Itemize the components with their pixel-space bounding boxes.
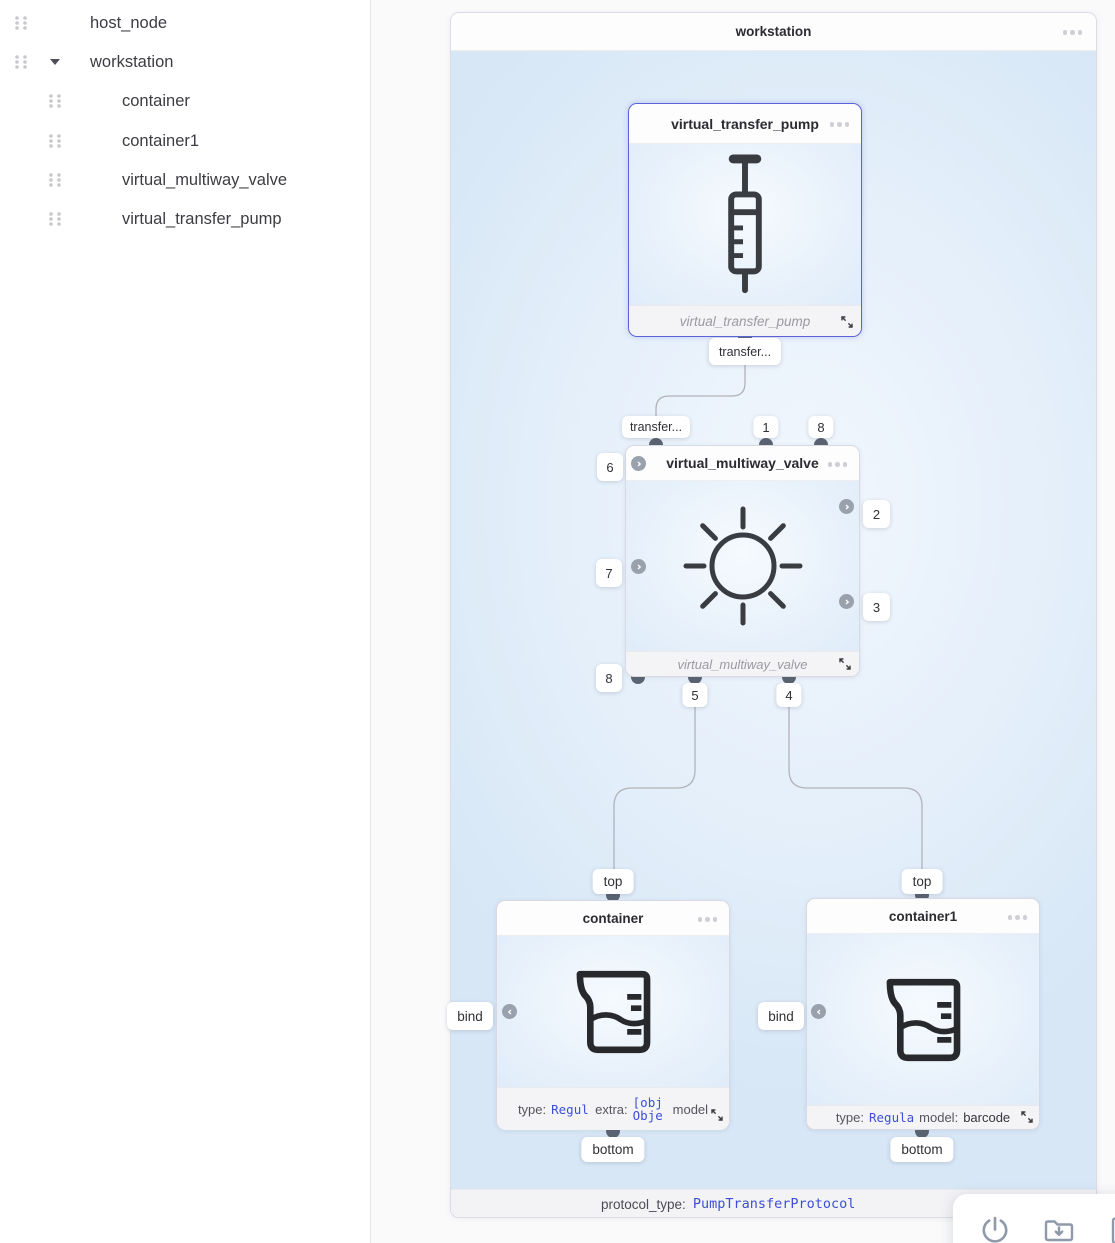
chevron-right-icon [635, 460, 643, 468]
port-label-valve-3: 3 [863, 593, 890, 621]
container-type-value[interactable]: Regul [551, 1101, 589, 1117]
port-label-valve-6: 6 [597, 453, 623, 481]
container1-model-value[interactable]: barcode [963, 1110, 1011, 1125]
tree-item-label[interactable]: container [122, 92, 190, 110]
beaker-icon [871, 972, 975, 1068]
chevron-right-icon [843, 503, 851, 511]
port-label-pump-transfer: transfer... [709, 338, 781, 365]
resize-icon[interactable] [710, 1108, 724, 1122]
sidebar-tree [0, 0, 371, 1243]
port-label-container1-bind: bind [758, 1002, 804, 1030]
drag-handle-icon[interactable] [48, 133, 62, 149]
port-label-valve-1: 1 [753, 416, 778, 438]
tree-item-label[interactable]: host_node [90, 14, 168, 32]
workstation-title: workstation [735, 24, 812, 39]
port-label-valve-8-bottom: 8 [596, 664, 622, 692]
container1-body [807, 934, 1039, 1105]
port-valve-left-7[interactable] [631, 559, 646, 574]
protocol-type-value: PumpTransferProtocol [692, 1196, 856, 1212]
drag-handle-icon[interactable] [14, 15, 28, 31]
sidebar-item-workstation[interactable] [0, 46, 370, 78]
ellipsis-menu-icon[interactable] [830, 122, 850, 127]
protocol-type-field [601, 1190, 855, 1218]
node-container1[interactable] [806, 898, 1040, 1130]
valve-icon [683, 506, 803, 626]
port-label-valve-4: 4 [776, 683, 801, 707]
valve-header[interactable] [626, 446, 859, 481]
chevron-right-icon [635, 563, 643, 571]
resize-icon[interactable] [840, 315, 854, 329]
port-label-valve-2: 2 [863, 500, 890, 528]
node-virtual-multiway-valve[interactable] [625, 445, 860, 677]
port-label-container1-bottom: bottom [890, 1137, 953, 1162]
tree-item-label[interactable]: virtual_transfer_pump [122, 210, 282, 228]
container-fields-bar [497, 1087, 729, 1130]
port-container1-bind[interactable] [811, 1004, 826, 1019]
valve-subtitle: virtual_multiway_valve [677, 656, 808, 672]
pump-header[interactable] [629, 104, 861, 144]
port-valve-right-3[interactable] [839, 594, 854, 609]
container1-header[interactable] [807, 899, 1039, 934]
container1-model-label: model: [919, 1110, 959, 1125]
drag-handle-icon[interactable] [48, 93, 62, 109]
resize-icon[interactable] [1020, 1110, 1034, 1124]
pump-title: virtual_transfer_pump [671, 115, 819, 132]
container-body [497, 936, 729, 1087]
file-button[interactable] [1105, 1213, 1115, 1243]
tree-item-label[interactable]: workstation [90, 53, 174, 71]
port-container-bind[interactable] [502, 1004, 517, 1019]
port-label-container1-top: top [902, 869, 943, 894]
container-extra-label: extra: [595, 1101, 628, 1117]
node-virtual-transfer-pump[interactable] [628, 103, 862, 337]
protocol-type-label: protocol_type: [601, 1196, 686, 1212]
ellipsis-menu-icon[interactable] [1063, 30, 1083, 35]
drag-handle-icon[interactable] [14, 54, 28, 70]
valve-subtitle-bar [626, 651, 859, 676]
pump-subtitle: virtual_transfer_pump [679, 313, 811, 329]
port-label-valve-7: 7 [596, 559, 622, 587]
port-label-container-bind: bind [447, 1002, 493, 1030]
port-label-container-bottom: bottom [581, 1137, 644, 1162]
resize-icon[interactable] [838, 657, 852, 671]
file-icon [1105, 1213, 1115, 1243]
container-extra-value[interactable]: [obj Obje [632, 1095, 663, 1123]
port-label-valve-transfer: transfer... [622, 416, 690, 438]
chevron-left-icon [815, 1008, 823, 1016]
container-type-label: type: [517, 1101, 547, 1117]
ellipsis-menu-icon[interactable] [828, 462, 848, 467]
valve-title: virtual_multiway_valve [666, 455, 819, 471]
tree-item-label[interactable]: container1 [122, 132, 200, 150]
container1-type-label: type: [835, 1110, 864, 1125]
workstation-header[interactable] [451, 13, 1096, 51]
folder-download-icon [1041, 1213, 1077, 1243]
tree-item-label[interactable]: virtual_multiway_valve [122, 171, 288, 189]
sidebar-item-virtual-transfer-pump[interactable] [0, 203, 370, 235]
port-valve-right-2[interactable] [839, 499, 854, 514]
ellipsis-menu-icon[interactable] [1008, 915, 1028, 920]
port-label-valve-8-top: 8 [808, 416, 833, 438]
canvas-controls-panel [953, 1194, 1115, 1243]
chevron-right-icon [843, 598, 851, 606]
sidebar-item-container1[interactable] [0, 125, 370, 157]
port-label-container-top: top [593, 869, 634, 894]
node-container[interactable] [496, 900, 730, 1130]
container1-type-value[interactable]: Regula [869, 1110, 915, 1125]
valve-body [626, 481, 859, 651]
sidebar-item-virtual-multiway-valve[interactable] [0, 164, 370, 196]
power-icon [977, 1213, 1013, 1243]
sidebar-item-host-node[interactable] [0, 7, 370, 39]
chevron-left-icon [506, 1008, 514, 1016]
container-model-label: model [672, 1101, 709, 1117]
pump-body [629, 144, 861, 305]
port-valve-left-6[interactable] [631, 456, 646, 471]
ellipsis-menu-icon[interactable] [698, 917, 718, 922]
port-label-valve-5: 5 [682, 683, 707, 707]
container-title: container [582, 910, 644, 926]
pump-subtitle-bar [629, 305, 861, 336]
power-button[interactable] [977, 1213, 1013, 1243]
container-header[interactable] [497, 901, 729, 936]
syringe-icon [723, 151, 767, 299]
folder-download-button[interactable] [1041, 1213, 1077, 1243]
drag-handle-icon[interactable] [48, 211, 62, 227]
drag-handle-icon[interactable] [48, 172, 62, 188]
container1-title: container1 [888, 908, 958, 924]
caret-down-icon[interactable] [50, 59, 60, 65]
container1-fields-bar [807, 1105, 1039, 1129]
sidebar-item-container[interactable] [0, 85, 370, 117]
beaker-icon [561, 964, 665, 1060]
